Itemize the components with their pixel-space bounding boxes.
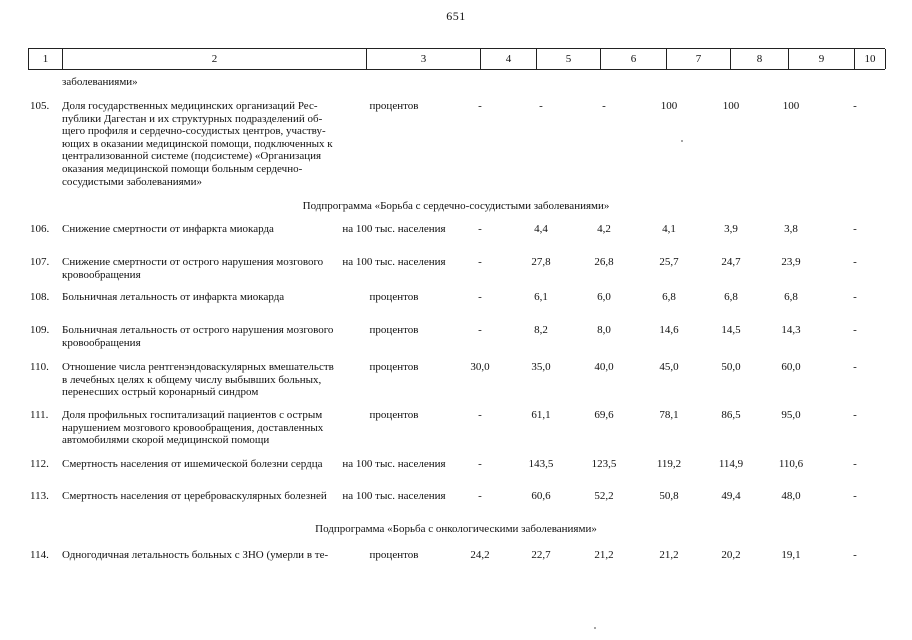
cell-num: 112. bbox=[30, 458, 49, 470]
cell-unit: процентов bbox=[369, 361, 419, 373]
cell-unit: на 100 тыс. населения bbox=[342, 223, 446, 235]
header-col-9: 9 bbox=[789, 49, 855, 69]
cell-unit: процентов bbox=[369, 409, 419, 421]
cell-c7: 100 bbox=[660, 100, 678, 112]
cell-c6: 21,2 bbox=[594, 549, 614, 561]
cell-name: Снижение смертности от острого нарушения мозгового кровообращения bbox=[62, 256, 324, 281]
cell-c7: 14,6 bbox=[659, 324, 679, 336]
cell-name: Снижение смертности от инфаркта миокарда bbox=[62, 223, 274, 235]
cell-c6: 6,0 bbox=[597, 291, 611, 303]
cell-name: Больничная летальность от инфаркта миокарда bbox=[62, 291, 285, 303]
cell-c9: 6,8 bbox=[784, 291, 798, 303]
cell-c5: 27,8 bbox=[531, 256, 551, 268]
header-col-10: 10 bbox=[855, 49, 886, 69]
cell-c7: 50,8 bbox=[659, 490, 679, 502]
cell-unit: на 100 тыс. населения bbox=[342, 458, 446, 470]
header-col-2: 2 bbox=[63, 49, 367, 69]
cell-c7: 6,8 bbox=[662, 291, 676, 303]
cell-c10: - bbox=[853, 549, 857, 561]
page-number: 651 bbox=[446, 9, 466, 23]
header-col-3: 3 bbox=[367, 49, 481, 69]
cell-c7: 25,7 bbox=[659, 256, 679, 268]
cell-c9: 95,0 bbox=[781, 409, 801, 421]
cell-name: Отношение числа рентгенэндоваскулярных вмешательств в лечебных целях к общему числу выбывших больных, перенесших острый коронарный синдром bbox=[62, 361, 334, 399]
cell-c6: 26,8 bbox=[594, 256, 614, 268]
cell-c7: 21,2 bbox=[659, 549, 679, 561]
cell-c5: 8,2 bbox=[534, 324, 548, 336]
header-col-1: 1 bbox=[29, 49, 63, 69]
cell-num: 113. bbox=[30, 490, 49, 502]
cell-c5: - bbox=[539, 100, 543, 112]
cell-c6: 8,0 bbox=[597, 324, 611, 336]
section-heading-cardio: Подпрограмма «Борьба с сердечно-сосудистыми заболеваниями» bbox=[302, 200, 610, 212]
cell-unit: на 100 тыс. населения bbox=[342, 490, 446, 502]
cell-c7: 119,2 bbox=[656, 458, 682, 470]
cell-c9: 23,9 bbox=[781, 256, 801, 268]
cell-c5: 22,7 bbox=[531, 549, 551, 561]
cell-c6: - bbox=[602, 100, 606, 112]
header-col-8: 8 bbox=[731, 49, 789, 69]
cell-c9: 19,1 bbox=[781, 549, 801, 561]
cell-c4: - bbox=[478, 256, 482, 268]
cell-name: Больничная летальность от острого нарушения мозгового кровообращения bbox=[62, 324, 334, 349]
cell-c4: 30,0 bbox=[470, 361, 490, 373]
cell-c6: 4,2 bbox=[597, 223, 611, 235]
cell-c5: 6,1 bbox=[534, 291, 548, 303]
cell-c4: - bbox=[478, 223, 482, 235]
cell-name: Смертность населения от ишемической болезни сердца bbox=[62, 458, 323, 470]
cell-name: Доля государственных медицинских организаций Рес- публики Дагестан и их структурных подразделений об- щего профиля и сердечно-сосудистых центров, участву- ющих в оказании медицинской помощи, подключенных к централизованной системе (подсистеме) «Организация оказания медицинской помощи больным сердечно- сосудистыми заболеваниями» bbox=[62, 100, 333, 188]
cell-name: Смертность населения от цереброваскулярных болезней bbox=[62, 490, 327, 502]
cell-num: 107. bbox=[30, 256, 50, 268]
cell-num: 109. bbox=[30, 324, 50, 336]
cell-c7: 78,1 bbox=[659, 409, 679, 421]
scan-speck bbox=[594, 627, 596, 629]
cell-c7: 45,0 bbox=[659, 361, 679, 373]
cell-num: 111. bbox=[30, 409, 49, 421]
cell-c8: 50,0 bbox=[721, 361, 741, 373]
cell-c8: 49,4 bbox=[721, 490, 741, 502]
scan-speck bbox=[681, 140, 683, 142]
cell-c4: - bbox=[478, 409, 482, 421]
cell-c9: 3,8 bbox=[784, 223, 798, 235]
cell-c8: 24,7 bbox=[721, 256, 741, 268]
header-col-6: 6 bbox=[601, 49, 667, 69]
cell-c4: 24,2 bbox=[470, 549, 490, 561]
cell-c6: 69,6 bbox=[594, 409, 614, 421]
cell-c10: - bbox=[853, 490, 857, 502]
cell-c10: - bbox=[853, 100, 857, 112]
cell-c4: - bbox=[478, 100, 482, 112]
header-col-7: 7 bbox=[667, 49, 731, 69]
cell-c8: 100 bbox=[722, 100, 740, 112]
cell-c8: 3,9 bbox=[724, 223, 738, 235]
cell-c4: - bbox=[478, 324, 482, 336]
cell-c9: 48,0 bbox=[781, 490, 801, 502]
cell-c10: - bbox=[853, 458, 857, 470]
cell-unit: на 100 тыс. населения bbox=[342, 256, 446, 268]
cell-c8: 14,5 bbox=[721, 324, 741, 336]
cell-unit: процентов bbox=[369, 549, 419, 561]
continuation-text: заболеваниями» bbox=[62, 76, 138, 88]
cell-c10: - bbox=[853, 223, 857, 235]
cell-num: 114. bbox=[30, 549, 49, 561]
cell-c10: - bbox=[853, 291, 857, 303]
cell-c10: - bbox=[853, 256, 857, 268]
cell-c5: 61,1 bbox=[531, 409, 551, 421]
cell-name: Доля профильных госпитализаций пациентов с острым нарушением мозгового кровообращения, доставленных автомобилями скорой медицинской помощи bbox=[62, 409, 324, 447]
cell-c5: 35,0 bbox=[531, 361, 551, 373]
cell-unit: процентов bbox=[369, 100, 419, 112]
cell-c4: - bbox=[478, 291, 482, 303]
cell-c8: 86,5 bbox=[721, 409, 741, 421]
cell-num: 105. bbox=[30, 100, 50, 112]
table-header bbox=[28, 48, 885, 70]
cell-c7: 4,1 bbox=[662, 223, 676, 235]
cell-c4: - bbox=[478, 490, 482, 502]
cell-c10: - bbox=[853, 409, 857, 421]
cell-unit: процентов bbox=[369, 324, 419, 336]
cell-num: 106. bbox=[30, 223, 50, 235]
cell-c6: 52,2 bbox=[594, 490, 614, 502]
cell-c10: - bbox=[853, 361, 857, 373]
cell-c6: 40,0 bbox=[594, 361, 614, 373]
cell-c4: - bbox=[478, 458, 482, 470]
cell-c10: - bbox=[853, 324, 857, 336]
cell-unit: процентов bbox=[369, 291, 419, 303]
cell-c5: 143,5 bbox=[528, 458, 554, 470]
cell-c8: 114,9 bbox=[718, 458, 744, 470]
cell-c5: 60,6 bbox=[531, 490, 551, 502]
cell-name: Одногодичная летальность больных с ЗНО (умерли в те- bbox=[62, 549, 329, 561]
cell-c5: 4,4 bbox=[534, 223, 548, 235]
cell-num: 110. bbox=[30, 361, 49, 373]
cell-c8: 6,8 bbox=[724, 291, 738, 303]
cell-c8: 20,2 bbox=[721, 549, 741, 561]
cell-c6: 123,5 bbox=[591, 458, 617, 470]
cell-c9: 100 bbox=[782, 100, 800, 112]
header-col-4: 4 bbox=[481, 49, 537, 69]
cell-c9: 14,3 bbox=[781, 324, 801, 336]
header-col-5: 5 bbox=[537, 49, 601, 69]
section-heading-oncology: Подпрограмма «Борьба с онкологическими заболеваниями» bbox=[315, 523, 597, 535]
cell-c9: 110,6 bbox=[778, 458, 804, 470]
cell-num: 108. bbox=[30, 291, 50, 303]
cell-c9: 60,0 bbox=[781, 361, 801, 373]
